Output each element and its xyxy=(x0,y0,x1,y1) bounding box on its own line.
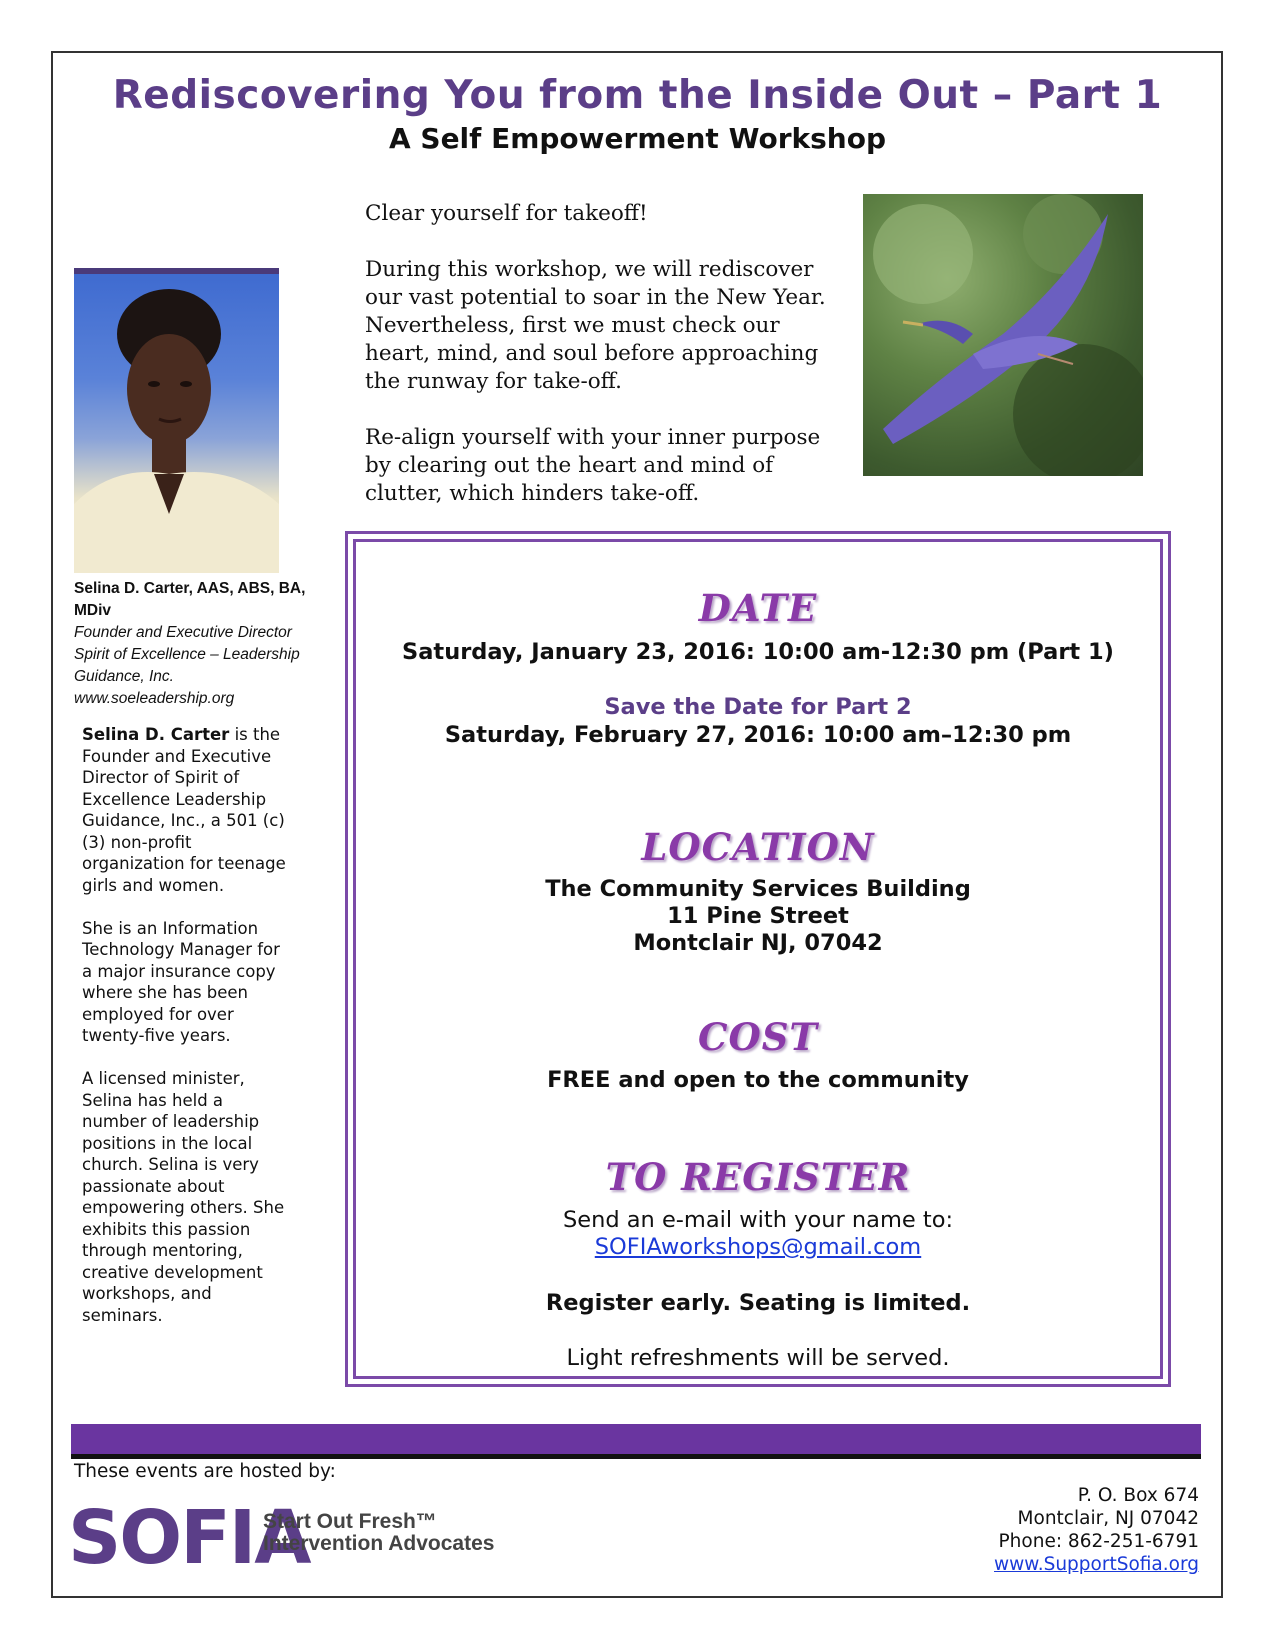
intro-paragraph-1: During this workshop, we will rediscover our vast potential to soar in the New Year. Nevertheless, first we must check our heart, mind, and soul before approaching the runway for take-off. xyxy=(365,257,826,394)
phone-number: Phone: 862-251-6791 xyxy=(998,1531,1199,1552)
speaker-caption xyxy=(74,578,324,710)
sofia-logo xyxy=(68,1495,538,1583)
bio-paragraph-3: A licensed minister, Selina has held a number of leadership positions in the local church. Selina is very passionate about empowering others. She exhibits this passion through mentoring, creative development workshops, and seminars. xyxy=(82,1069,285,1325)
logo-subtitle-line-2: Intervention Advocates xyxy=(263,1532,495,1555)
speaker-bio xyxy=(82,724,287,1348)
date-part1: Saturday, January 23, 2016: 10:00 am-12:30 pm (Part 1) xyxy=(402,639,1114,665)
bio-paragraph-2: She is an Information Technology Manager for a major insurance copy where she has been employed for over twenty-five years. xyxy=(82,918,280,1045)
register-email-wrap xyxy=(345,1234,1171,1260)
date-part2: Saturday, February 27, 2016: 10:00 am–12:30 pm xyxy=(444,722,1072,748)
logo-subtitle-line-1: Start Out Fresh™ xyxy=(263,1510,437,1533)
register-heading: TO REGISTER xyxy=(605,1155,911,1199)
bio-paragraph-1 xyxy=(82,724,287,896)
footer-divider xyxy=(71,1454,1201,1459)
hosted-by-text: These events are hosted by: xyxy=(74,1461,336,1482)
speaker-website: www.soeleadership.org xyxy=(74,690,235,707)
footer-website-link[interactable]: www.SupportSofia.org xyxy=(994,1554,1199,1575)
contact-address xyxy=(994,1484,1199,1576)
sofia-logo-text: SOFIA xyxy=(68,1495,310,1581)
intro-paragraph-2: Re-align yourself with your inner purpose by clearing out the heart and mind of clutter, which hinders take-off. xyxy=(365,425,821,506)
speaker-org: Spirit of Excellence – Leadership Guidance, Inc. xyxy=(74,646,300,685)
register-note: Register early. Seating is limited. xyxy=(545,1290,971,1316)
address-line-2: Montclair, NJ 07042 xyxy=(1017,1508,1199,1529)
save-the-date: Save the Date for Part 2 xyxy=(604,694,912,720)
cost-text: FREE and open to the community xyxy=(547,1067,969,1093)
speaker-role: Founder and Executive Director xyxy=(74,624,292,641)
intro-tagline: Clear yourself for takeoff! xyxy=(365,201,648,226)
heron-photo xyxy=(863,194,1143,476)
register-text: Send an e-mail with your name to: xyxy=(562,1207,954,1233)
address-line-1: P. O. Box 674 xyxy=(1077,1485,1199,1506)
bio-name: Selina D. Carter xyxy=(82,725,230,744)
register-email-link[interactable]: SOFIAworkshops@gmail.com xyxy=(594,1234,922,1260)
speaker-photo xyxy=(74,268,279,573)
footer-purple-bar xyxy=(71,1424,1201,1454)
location-line-1: The Community Services Building xyxy=(545,876,971,902)
intro-text xyxy=(365,200,845,536)
date-heading: DATE xyxy=(698,586,818,630)
location-line-3: Montclair NJ, 07042 xyxy=(633,930,883,956)
speaker-name: Selina D. Carter, AAS, ABS, BA, MDiv xyxy=(74,580,306,619)
page-title: Rediscovering You from the Inside Out – Part 1 xyxy=(112,73,1163,118)
bio-paragraph-1-text: is the Founder and Executive Director of Spirit of Excellence Leadership Guidance, Inc., a 501 (c)(3) non-profit organization for teenage girls and women. xyxy=(82,725,286,895)
refreshments-note: Light refreshments will be served. xyxy=(566,1345,950,1371)
location-heading: LOCATION xyxy=(641,825,875,869)
sofia-logo-subtitle xyxy=(263,1511,494,1555)
page-subtitle: A Self Empowerment Workshop xyxy=(388,122,886,155)
location-line-2: 11 Pine Street xyxy=(667,903,849,929)
cost-heading: COST xyxy=(698,1015,818,1059)
